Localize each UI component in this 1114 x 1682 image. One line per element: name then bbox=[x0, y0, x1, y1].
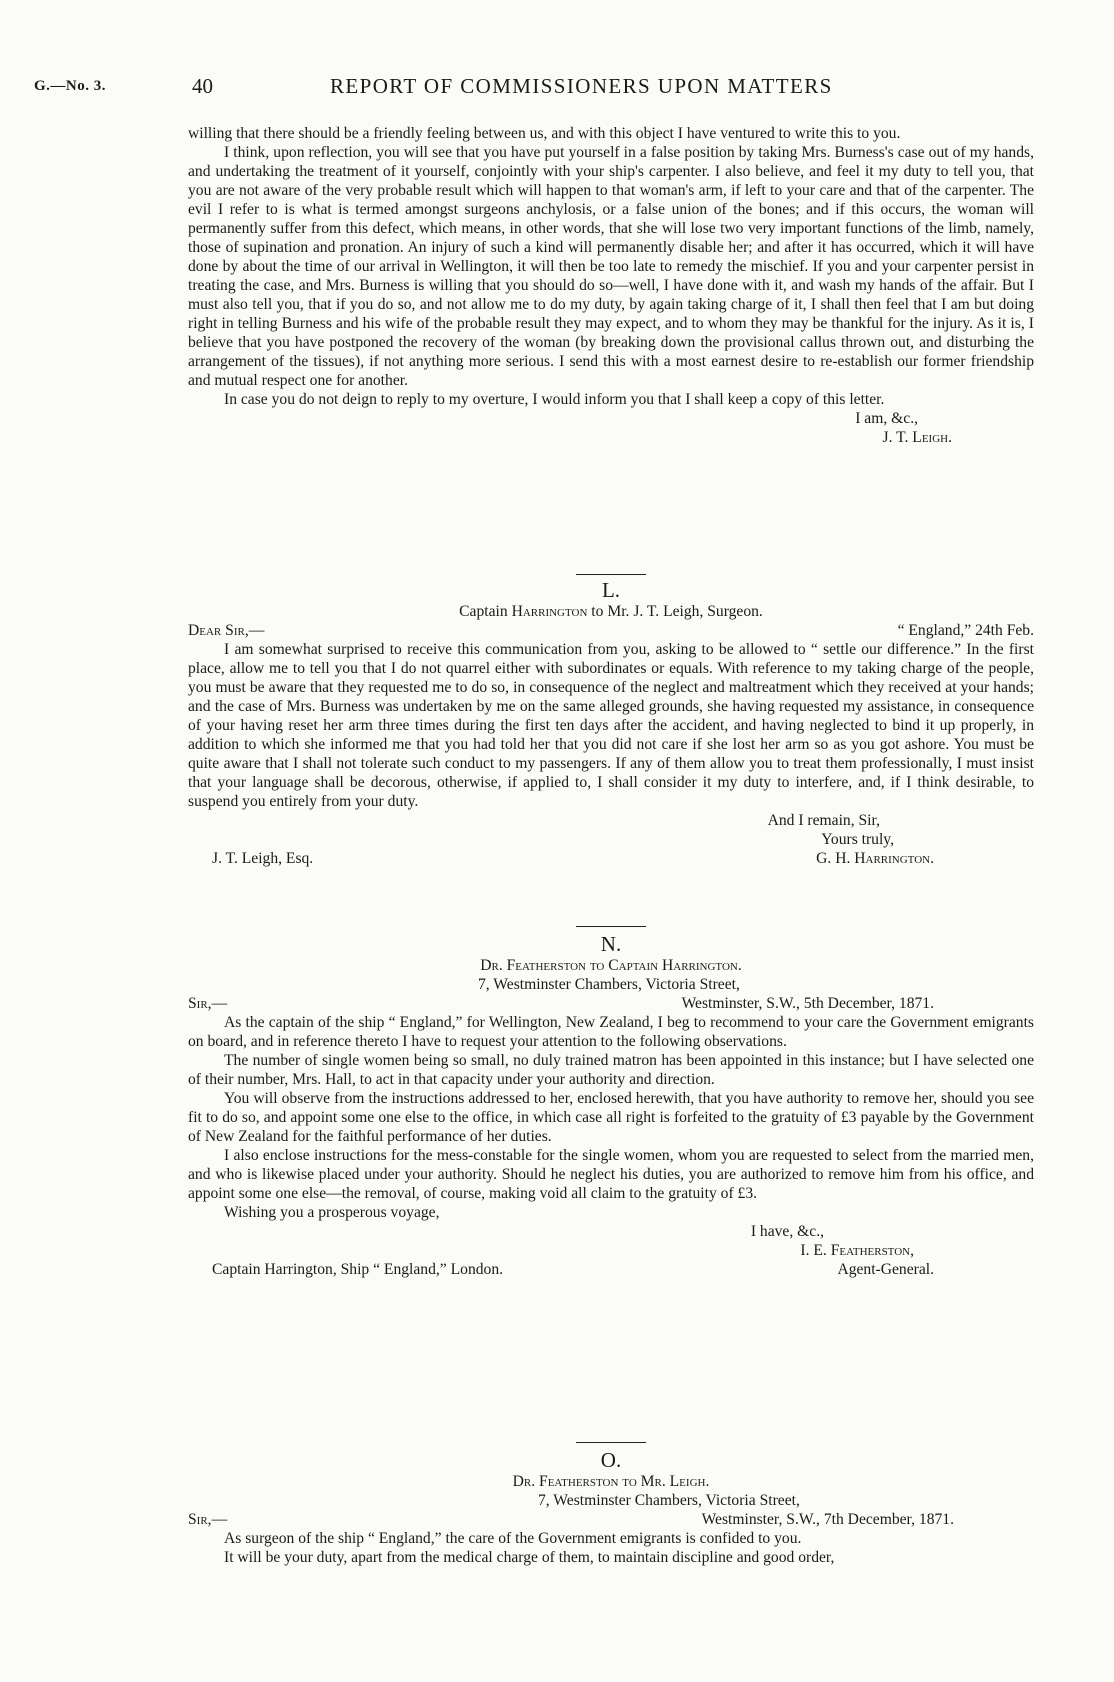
divider-rule bbox=[576, 1442, 646, 1443]
salutation-line bbox=[188, 1510, 1034, 1529]
salutation: Sir,— bbox=[188, 1511, 228, 1528]
document-number: G.—No. 3. bbox=[34, 78, 106, 94]
paragraph: willing that there should be a friendly feeling between us, and with this object I have ventured to write this to you. bbox=[188, 125, 901, 142]
closing: Yours truly, bbox=[821, 831, 894, 848]
salutation: Dear Sir,— bbox=[188, 622, 265, 639]
letter-n bbox=[188, 926, 1034, 1279]
letter-date: “ England,” 24th Feb. bbox=[897, 622, 1034, 639]
paragraph: As surgeon of the ship “ England,” the care of the Government emigrants is confided to you. bbox=[224, 1530, 802, 1547]
paragraph: It will be your duty, apart from the medical charge of them, to maintain discipline and good order, bbox=[224, 1549, 835, 1566]
letter-date: Westminster, S.W., 7th December, 1871. bbox=[701, 1511, 954, 1528]
page-number: 40 bbox=[192, 74, 213, 98]
letter-date: Westminster, S.W., 5th December, 1871. bbox=[681, 995, 934, 1012]
section-heading: O. bbox=[600, 1448, 622, 1472]
section-heading: N. bbox=[600, 932, 622, 956]
letter-o bbox=[188, 1442, 1034, 1567]
addressee: J. T. Leigh, Esq. bbox=[212, 850, 314, 867]
signature: I. E. Featherston, bbox=[800, 1242, 914, 1259]
address: 7, Westminster Chambers, Victoria Street, bbox=[538, 1492, 800, 1509]
paragraph: The number of single women being so small, no duly trained matron has been appointed in this instance; but I have selected one of their number, Mrs. Hall, to act in that capacity under your authority and direction. bbox=[188, 1052, 1034, 1088]
address-line bbox=[188, 975, 1034, 994]
signature-line bbox=[188, 1241, 1034, 1260]
page-header bbox=[0, 70, 1114, 104]
closing: And I remain, Sir, bbox=[767, 812, 880, 829]
signature-line bbox=[188, 849, 1034, 868]
closing: I have, &c., bbox=[750, 1223, 824, 1240]
closing: I am, &c., bbox=[855, 410, 918, 427]
letter-subheading: Dr. Featherston to Mr. Leigh. bbox=[512, 1473, 710, 1490]
paragraph: In case you do not deign to reply to my overture, I would inform you that I shall keep a copy of this letter. bbox=[224, 391, 885, 408]
paragraph: I think, upon reflection, you will see that you have put yourself in a false position by taking Mrs. Burness's case out of my hands, and undertaking the treatment of it yourself, conjointly with your ship's carpenter. I also believe, and feel it my duty to tell you, that you are not aware of the very probable result which will happen to that woman's arm, if left to your care and that of the carpenter. The evil I refer to is what is termed amongst surgeons anchylosis, or a false union of the bones; and if this occurs, the woman will permanently suffer from this defect, which means, in other words, that she will lose two very important functions of the limb, namely, those of supination and pronation. An injury of such a kind will permanently disable her; and after it has occurred, which it will have done by about the time of our arrival in Wellington, it will then be too late to remedy the mischief. If you and your carpenter persist in treating the case, and Mrs. Burness is willing that you should do so—well, I have done with it, and wash my hands of the affair. But I must also tell you, that if you do so, and not allow me to do my duty, by again taking charge of it, I shall then feel that I am but doing right in telling Burness and his wife of the probable result they may expect, and to whom they may be thankful for the injury. As it is, I believe that you have postponed the recovery of the woman (by breaking down the provisional callus thrown out, and disturbing the arrangement of the tissues), if not anything more serious. I send this with a most earnest desire to re-establish our former friendship and mutual respect one for another. bbox=[188, 144, 1034, 389]
running-title: REPORT OF COMMISSIONERS UPON MATTERS bbox=[330, 74, 833, 98]
letter-l bbox=[188, 574, 1034, 868]
paragraph: You will observe from the instructions addressed to her, enclosed herewith, that you have authority to remove her, should you see fit to do so, and appoint some one else to the office, in which case all right is forfeited to the gratuity of £3 payable by the Government of New Zealand for the faithful performance of her duties. bbox=[188, 1090, 1034, 1145]
salutation-line bbox=[188, 994, 1034, 1013]
divider-rule bbox=[576, 926, 646, 927]
paragraph: As the captain of the ship “ England,” for Wellington, New Zealand, I beg to recommend to your care the Government emigrants on board, and in reference thereto I have to request your attention to the following observations. bbox=[188, 1014, 1034, 1050]
paragraph: I am somewhat surprised to receive this communication from you, asking to be allowed to “ settle our difference.” In the first place, allow me to tell you that I do not quarrel either with subordinates or equals. With reference to my taking charge of the people, you must be aware that they requested me to do so, in consequence of the neglect and maltreatment which they received at your hands; and the case of Mrs. Burness was undertaken by me on the same alleged grounds, she having requested my assistance, in consequence of your having reset her arm three times during the first ten days after the accident, and having neglected to bind it up properly, in addition to which she informed me that you had told her that you did not care if she lost her arm so as you got ashore. You must be quite aware that I shall not tolerate such conduct to my passengers. If any of them allow you to treat them professionally, I must insist that your language shall be decorous, otherwise, if applied to, I shall consider it my duty to interfere, and, if I think desirable, to suspend you entirely from your duty. bbox=[188, 641, 1034, 810]
closing-line bbox=[188, 830, 1034, 849]
closing-line bbox=[188, 1222, 1034, 1241]
section-heading: L. bbox=[601, 578, 621, 602]
closing-line bbox=[188, 409, 1034, 428]
address: 7, Westminster Chambers, Victoria Street, bbox=[478, 976, 740, 993]
salutation: Sir,— bbox=[188, 995, 228, 1012]
address-line bbox=[188, 1491, 1034, 1510]
signature: G. H. Harrington. bbox=[816, 850, 934, 867]
paragraph: I also enclose instructions for the mess-constable for the single women, whom you are requested to select from the married men, and who is likewise placed under your authority. Should he neglect his duties, you are authorized to remove him from his office, and appoint some one else—the removal, of course, making void all claim to the gratuity of £3. bbox=[188, 1147, 1034, 1202]
signature-title: Agent-General. bbox=[837, 1261, 934, 1278]
letter-k-continuation bbox=[188, 124, 1034, 447]
paragraph: Wishing you a prosperous voyage, bbox=[224, 1204, 440, 1221]
signature-title-line bbox=[188, 1260, 1034, 1279]
divider-rule bbox=[576, 574, 646, 575]
closing-line bbox=[188, 811, 1034, 830]
addressee: Captain Harrington, Ship “ England,” London. bbox=[212, 1261, 504, 1278]
letter-subheading: Captain Harrington to Mr. J. T. Leigh, Surgeon. bbox=[459, 603, 763, 620]
salutation-line bbox=[188, 621, 1034, 640]
signature: J. T. Leigh. bbox=[882, 429, 952, 446]
signature-line bbox=[188, 428, 1034, 447]
letter-subheading: Dr. Featherston to Captain Harrington. bbox=[480, 957, 742, 974]
